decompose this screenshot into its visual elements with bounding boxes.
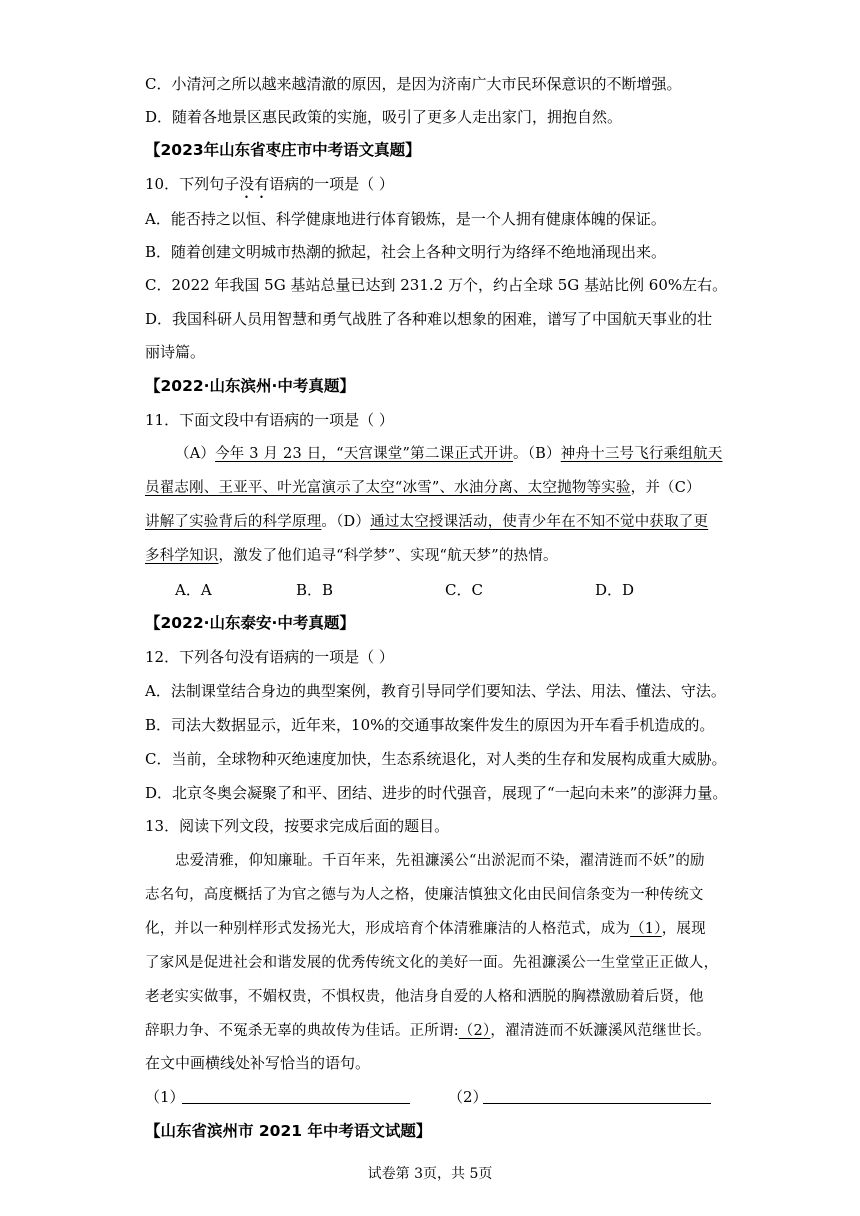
q11-option-c: C．C [445, 581, 483, 599]
q11-option-a: A．A [175, 581, 212, 599]
q11-passage-line-4: 多科学知识，激发了他们追寻“科学梦”、实现“航天梦”的热情。 [145, 548, 558, 564]
q13-passage-line-1: 忠爱清雅，仰知廉耻。千百年来，先祖濂溪公“出淤泥而不染，濯清涟而不妖”的励 [175, 853, 705, 869]
q10-option-d-cont: 丽诗篇。 [145, 343, 206, 361]
section-header-2022-binzhou: 【2022·山东滨州·中考真题】 [145, 377, 355, 395]
q11-option-d: D．D [595, 581, 635, 599]
q11-passage-line-3: 讲解了实验背后的科学原理。（D）通过太空授课活动，使青少年在不知不觉中获取了更 [145, 514, 709, 530]
q12-option-b: B．司法大数据显示，近年来，10%的交通事故案件发生的原因为开车看手机造成的。 [145, 716, 715, 734]
q13-answer-2-line[interactable] [483, 1103, 711, 1104]
q13-passage-line-5: 老老实实做事，不媚权贵，不惧权贵，他洁身自爱的人格和洒脱的胸襟激励着后贤，他 [145, 989, 704, 1005]
q13-blank-1[interactable]: （1） [630, 921, 662, 937]
q9-option-c: C．小清河之所以越来越清澈的原因，是因为济南广大市民环保意识的不断增强。 [145, 75, 682, 93]
q13-answer-1-line[interactable] [182, 1103, 410, 1104]
q12-stem: 12．下列各句没有语病的一项是（ ） [145, 648, 394, 666]
q13-instruction: 在文中画横线处补写恰当的语句。 [145, 1054, 371, 1072]
page-footer: 试卷第 3页，共 5页 [367, 1166, 493, 1182]
q10-option-c: C．2022 年我国 5G 基站总量已达到 231.2 万个，约占全球 5G 基站比例 60%左右。 [145, 276, 728, 294]
q11-passage-line-2: 员翟志刚、王亚平、叶光富演示了太空“冰雪”、水油分离、太空抛物等实验，并（C） [145, 480, 701, 496]
q12-option-c: C．当前，全球物种灭绝速度加快，生态系统退化，对人类的生存和发展构成重大威胁。 [145, 750, 727, 768]
q11-option-b: B．B [296, 581, 334, 599]
q13-stem: 13．阅读下列文段，按要求完成后面的题目。 [145, 817, 450, 835]
q10-option-b: B．随着创建文明城市热潮的掀起，社会上各种文明行为络绎不绝地涌现出来。 [145, 243, 667, 261]
q13-passage-line-6: 辞职力争、不冤杀无辜的典故传为佳话。正所谓:（2），濯清涟而不妖濂溪风范继世长。 [145, 1023, 711, 1039]
section-header-2022-taian: 【2022·山东泰安·中考真题】 [145, 614, 355, 632]
q11-stem: 11．下面文段中有语病的一项是（ ） [145, 411, 394, 429]
section-header-2021-binzhou: 【山东省滨州市 2021 年中考语文试题】 [145, 1122, 432, 1140]
q13-blank-2[interactable]: （2） [458, 1023, 491, 1039]
q10-option-a: A．能否持之以恒、科学健康地进行体育锻炼，是一个人拥有健康体魄的保证。 [145, 210, 666, 228]
q13-answer-2-label: （2） [448, 1088, 488, 1106]
q13-passage-line-3: 化，并以一种别样形式发扬光大，形成培育个体清雅廉洁的人格范式，成为（1），展现 [145, 921, 706, 937]
q10-option-d: D．我国科研人员用智慧和勇气战胜了各种难以想象的困难，谱写了中国航天事业的壮 [145, 310, 713, 328]
q11-passage-line-1: （A）今年 3 月 23 日，“天宫课堂”第二课正式开讲。（B）神舟十三号飞行乘组航天 [175, 446, 723, 462]
q13-answer-1-label: （1） [145, 1088, 185, 1106]
q13-passage-line-2: 志名句，高度概括了为官之德与为人之格，使廉洁慎独文化由民间信条变为一种传统文 [145, 887, 704, 903]
q10-emphasis: 没有 [239, 175, 270, 193]
q9-option-d: D．随着各地景区惠民政策的实施，吸引了更多人走出家门，拥抱自然。 [145, 108, 623, 126]
q12-option-a: A．法制课堂结合身边的典型案例，教育引导同学们要知法、学法、用法、懂法、守法。 [145, 682, 726, 700]
q10-stem: 10．下列句子没有语病的一项是（ ） [145, 175, 394, 193]
q13-passage-line-4: 了家风是促进社会和谐发展的优秀传统文化的美好一面。先祖濂溪公一生堂堂正正做人， [145, 955, 719, 971]
section-header-2023-zaozhuang: 【2023年山东省枣庄市中考语文真题】 [145, 141, 421, 159]
q12-option-d: D．北京冬奥会凝聚了和平、团结、进步的时代强音，展现了“一起向未来”的澎湃力量。 [145, 784, 728, 802]
